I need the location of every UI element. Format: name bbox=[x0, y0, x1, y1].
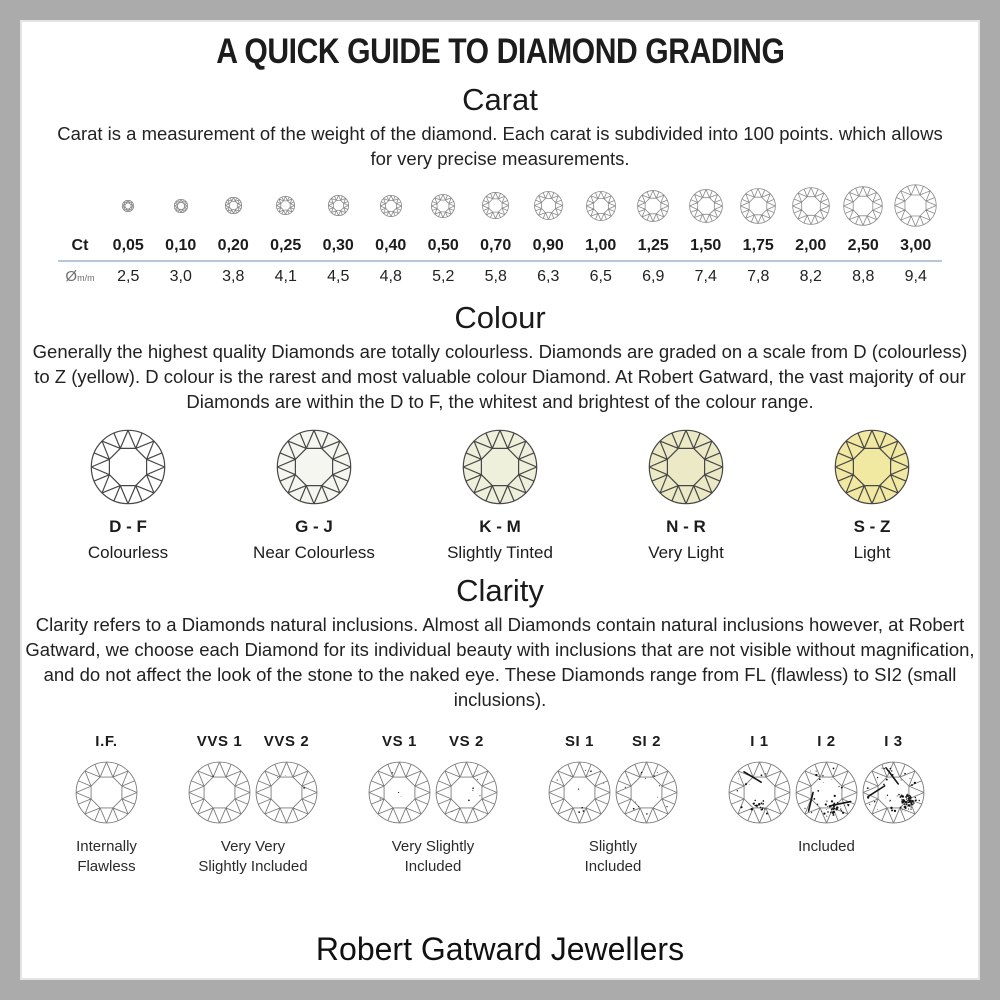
carat-value: 1,25 bbox=[637, 236, 669, 254]
clarity-description-line: Internally bbox=[76, 837, 137, 855]
clarity-description-line: Included bbox=[584, 857, 642, 875]
carat-value: 2,00 bbox=[795, 236, 827, 254]
clarity-stone bbox=[548, 733, 611, 824]
poster-content bbox=[20, 20, 980, 980]
clarity-stone bbox=[862, 733, 925, 824]
clarity-stone bbox=[795, 733, 858, 824]
diameter-value: 3,8 bbox=[222, 267, 245, 285]
colour-grade-range: S - Z bbox=[853, 516, 891, 536]
carat-heading: Carat bbox=[462, 82, 538, 117]
colour-grade-range: D - F bbox=[109, 516, 147, 536]
carat-diamond-icon bbox=[894, 184, 937, 227]
colour-grade-label: Light bbox=[853, 542, 891, 562]
carat-diamond-cell bbox=[732, 180, 785, 232]
diameter-value: 5,8 bbox=[484, 267, 507, 285]
colour-stone-icon bbox=[276, 429, 352, 505]
diameter-value: 8,8 bbox=[852, 267, 875, 285]
clarity-stone bbox=[435, 733, 498, 824]
clarity-stone-icon bbox=[862, 761, 925, 824]
clarity-stones bbox=[188, 733, 318, 824]
colour-grade-item bbox=[53, 429, 203, 563]
colour-description: Generally the highest quality Diamonds are totally colourless. Diamonds are graded on a scale from D (colourless) to Z (yellow). D colour is the rarest and most valuable colour Diamond. At Robert Gatward, the vast majority of our Diamonds are within the D to F, the whitest and brightest of the colour range. bbox=[32, 340, 968, 412]
table-separator bbox=[58, 260, 942, 262]
colour-grade-range: G - J bbox=[295, 516, 333, 536]
clarity-stone-icon bbox=[548, 761, 611, 824]
carat-value: 1,00 bbox=[585, 236, 617, 254]
carat-diamond-icon bbox=[482, 192, 509, 219]
carat-diamond-icon bbox=[276, 196, 295, 215]
colour-grade-item bbox=[239, 429, 389, 563]
clarity-group-description bbox=[392, 837, 475, 878]
carat-value: 1,50 bbox=[690, 236, 722, 254]
clarity-stone-icon bbox=[615, 761, 678, 824]
carat-diamond-cell bbox=[155, 180, 208, 232]
diameter-value: 6,9 bbox=[642, 267, 665, 285]
carat-diamond-cell bbox=[417, 180, 470, 232]
clarity-group-description bbox=[198, 837, 307, 878]
carat-diamond-icon bbox=[122, 200, 134, 212]
clarity-description-line: Included bbox=[404, 857, 462, 875]
colour-grade-item bbox=[425, 429, 575, 563]
clarity-group bbox=[368, 733, 498, 878]
carat-diamond-icon bbox=[740, 188, 776, 224]
colour-grade-label: Very Light bbox=[648, 542, 724, 562]
clarity-group bbox=[728, 733, 925, 857]
clarity-group-description bbox=[76, 837, 137, 878]
diameter-value: 4,5 bbox=[327, 267, 350, 285]
carat-diamond-icon bbox=[174, 199, 188, 213]
carat-diamond-icon bbox=[843, 186, 883, 226]
clarity-stone-icon bbox=[795, 761, 858, 824]
diameter-value: 6,3 bbox=[537, 267, 560, 285]
diameter-value: 8,2 bbox=[799, 267, 822, 285]
section-colour bbox=[22, 290, 978, 563]
carat-diamond-icon bbox=[792, 187, 830, 225]
colour-stone-icon bbox=[462, 429, 538, 505]
carat-diamond-icon bbox=[637, 190, 669, 222]
carat-value: 0,90 bbox=[532, 236, 564, 254]
clarity-grade-label: I 1 bbox=[750, 732, 769, 750]
section-carat bbox=[22, 72, 978, 290]
clarity-stones bbox=[75, 733, 138, 824]
colour-stone-icon bbox=[648, 429, 724, 505]
carat-diamond-cell bbox=[680, 180, 733, 232]
carat-diamond-cell bbox=[522, 180, 575, 232]
carat-diamond-icon bbox=[431, 194, 455, 218]
diameter-value: 4,1 bbox=[274, 267, 297, 285]
carat-value: 3,00 bbox=[900, 236, 932, 254]
carat-value: 0,50 bbox=[427, 236, 459, 254]
carat-strip-spacer bbox=[58, 180, 102, 232]
clarity-description: Clarity refers to a Diamonds natural inclusions. Almost all Diamonds contain natural inclusions however, at Robert Gatward, we choose each Diamond for its individual beauty with inclusions that are not visible without magnification, and do not affect the look of the stone to the naked eye. These Diamonds range from FL (flawless) to SI2 (small inclusions). bbox=[25, 613, 975, 710]
colour-grade-range: K - M bbox=[479, 516, 521, 536]
carat-value: 2,50 bbox=[847, 236, 879, 254]
clarity-stones bbox=[728, 733, 925, 824]
carat-row-label: Ct bbox=[71, 236, 89, 254]
clarity-stone bbox=[728, 733, 791, 824]
page-title bbox=[22, 32, 978, 72]
diameter-row-label bbox=[58, 266, 102, 290]
colour-stone-icon bbox=[834, 429, 910, 505]
clarity-stone-icon bbox=[188, 761, 251, 824]
clarity-description-line: Slightly Included bbox=[198, 857, 308, 875]
diameter-symbol: Ø bbox=[65, 267, 78, 285]
clarity-description-line: Slightly bbox=[588, 837, 638, 855]
clarity-grade-label: I.F. bbox=[95, 732, 118, 750]
clarity-grade-label: I 2 bbox=[817, 732, 836, 750]
carat-diamond-icon bbox=[586, 191, 616, 221]
carat-diamond-cell bbox=[837, 180, 890, 232]
clarity-group bbox=[188, 733, 318, 878]
clarity-stone bbox=[615, 733, 678, 824]
diameter-value: 6,5 bbox=[589, 267, 612, 285]
clarity-grade-label: VS 1 bbox=[382, 732, 417, 750]
carat-diamond-cell bbox=[890, 180, 943, 232]
clarity-stone-icon bbox=[728, 761, 791, 824]
section-clarity bbox=[22, 563, 978, 877]
colour-grade-item bbox=[611, 429, 761, 563]
clarity-description-line: Included bbox=[798, 837, 855, 855]
carat-diamond-cell bbox=[470, 180, 523, 232]
clarity-stone-icon bbox=[368, 761, 431, 824]
clarity-group bbox=[75, 733, 138, 878]
clarity-stone bbox=[188, 733, 251, 824]
clarity-description-line: Flawless bbox=[77, 857, 136, 875]
carat-diamond-icon bbox=[225, 197, 242, 214]
carat-value: 0,25 bbox=[270, 236, 302, 254]
diameter-value: 7,8 bbox=[747, 267, 770, 285]
colour-grade-label: Colourless bbox=[87, 542, 169, 562]
diameter-value: 9,4 bbox=[904, 267, 927, 285]
colour-grade-range: N - R bbox=[666, 516, 706, 536]
carat-value: 0,30 bbox=[322, 236, 354, 254]
carat-diamond-cell bbox=[785, 180, 838, 232]
colour-heading: Colour bbox=[454, 299, 546, 335]
carat-diamond-icon bbox=[534, 191, 563, 220]
clarity-stone bbox=[75, 733, 138, 824]
clarity-grade-label: VVS 1 bbox=[196, 732, 243, 750]
clarity-stone-icon bbox=[435, 761, 498, 824]
footer-brand: Robert Gatward Jewellers bbox=[315, 931, 685, 967]
carat-value: 0,70 bbox=[480, 236, 512, 254]
carat-diamond-cell bbox=[260, 180, 313, 232]
diameter-value: 4,8 bbox=[379, 267, 402, 285]
clarity-grades bbox=[22, 733, 978, 878]
carat-diamond-icon bbox=[328, 195, 349, 216]
colour-grade-label: Near Colourless bbox=[253, 542, 375, 562]
carat-diamond-icon bbox=[689, 189, 723, 223]
carat-description: Carat is a measurement of the weight of the diamond. Each carat is subdivided into 100 points. which allows for very precise measurements. bbox=[57, 123, 943, 169]
carat-diamond-cell bbox=[575, 180, 628, 232]
carat-diamond-cell bbox=[312, 180, 365, 232]
clarity-stone bbox=[255, 733, 318, 824]
clarity-group-description bbox=[798, 837, 855, 857]
clarity-grade-label: VS 2 bbox=[449, 732, 484, 750]
clarity-description-line: Very Slightly bbox=[391, 837, 475, 855]
carat-value: 0,10 bbox=[165, 236, 197, 254]
carat-diamond-cell bbox=[102, 180, 155, 232]
clarity-group-description bbox=[585, 837, 642, 878]
clarity-heading: Clarity bbox=[456, 572, 544, 608]
carat-size-table bbox=[58, 180, 942, 290]
carat-value: 1,75 bbox=[742, 236, 774, 254]
clarity-stone-icon bbox=[75, 761, 138, 824]
carat-diamond-cell bbox=[365, 180, 418, 232]
colour-grade-item bbox=[797, 429, 947, 563]
clarity-description-line: Very Very bbox=[220, 837, 286, 855]
carat-diamond-cell bbox=[207, 180, 260, 232]
clarity-group bbox=[548, 733, 678, 878]
colour-stone-icon bbox=[90, 429, 166, 505]
carat-value: 0,05 bbox=[112, 236, 144, 254]
carat-diamond-cell bbox=[627, 180, 680, 232]
clarity-grade-label: SI 2 bbox=[631, 732, 662, 750]
clarity-stones bbox=[368, 733, 498, 824]
clarity-grade-label: SI 1 bbox=[564, 732, 595, 750]
clarity-stones bbox=[548, 733, 678, 824]
clarity-stone-icon bbox=[255, 761, 318, 824]
carat-diamond-icon bbox=[380, 195, 402, 217]
page-title-text: A QUICK GUIDE TO DIAMOND GRADING bbox=[215, 32, 785, 71]
clarity-grade-label: I 3 bbox=[884, 732, 903, 750]
diameter-value: 7,4 bbox=[694, 267, 717, 285]
carat-value: 0,40 bbox=[375, 236, 407, 254]
colour-grade-label: Slightly Tinted bbox=[447, 542, 553, 562]
diameter-value: 3,0 bbox=[169, 267, 192, 285]
clarity-grade-label: VVS 2 bbox=[263, 732, 310, 750]
diameter-value: 5,2 bbox=[432, 267, 455, 285]
clarity-stone bbox=[368, 733, 431, 824]
diameter-unit: m/m bbox=[77, 272, 95, 283]
diameter-value: 2,5 bbox=[117, 267, 140, 285]
carat-value: 0,20 bbox=[217, 236, 249, 254]
colour-grades bbox=[22, 429, 978, 563]
